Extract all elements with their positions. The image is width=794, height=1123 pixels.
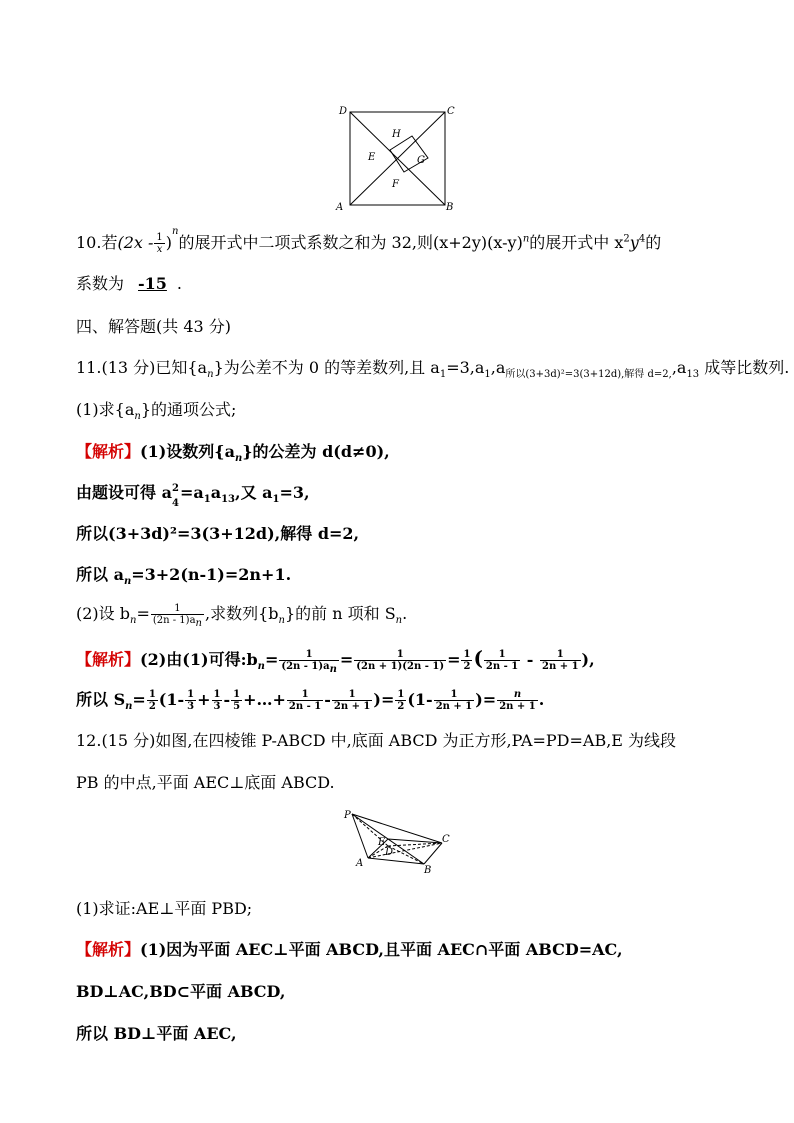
label-E2: E <box>378 837 386 848</box>
label-C2: C <box>442 834 450 845</box>
label-D: D <box>339 106 348 117</box>
label-P: P <box>344 810 351 821</box>
q10-line1: 10.若(2x - $\frac{1}{x}$ )$^n$的展开式中二项式系数之和为 32,则$(x+2y)(x-y)^n$的展开式中 $x^2y^4$的 <box>76 225 662 255</box>
label-G: G <box>417 155 425 166</box>
label-E: E <box>368 152 376 163</box>
q11-solution-line4: 所以 $a_n=3+2(n-1)=2n+1$. <box>76 565 292 588</box>
analysis-tag-2: 【解析】 <box>76 650 141 669</box>
q10-line2: 系数为 -15 . <box>76 274 183 293</box>
label-C: C <box>447 106 455 117</box>
label-A2: A <box>356 858 364 869</box>
q12-solution-line2: BD⊥AC,BD⊂平面 ABCD, <box>76 982 286 1001</box>
label-B: B <box>446 202 454 213</box>
answer-blank: -15 <box>138 274 167 293</box>
label-H: H <box>392 129 401 140</box>
analysis-tag-3: 【解析】 <box>76 940 141 959</box>
q11-stem: 11.(13 分)已知$\{a_n\}$为公差不为 0 的等差数列,且 $a_1=3,a_1,a_{所以(3+3d)^2=3(3+12d),解得 d=2,},a_{13}$ 成等比数列. <box>76 358 790 381</box>
q11-solution-line2: 由题设可得 a 2 4 $=a_1a_{13}$,又 $a_1=3$, <box>76 483 310 509</box>
q11-solution-line5: 【解析】(2)由(1)可得$:b_n=$ $\frac{1}{(2n - 1)a_n}$ = $\frac{1}{(2n + 1)(2n - 1)}$ = $\frac{1}{2}$ ( $\frac{1}{2n - 1}$ - $\frac{1}{2n + 1}$ ), <box>76 646 595 675</box>
q12-part1: (1)求证:AE⊥平面 PBD; <box>76 899 253 918</box>
q12-solution-line3: 所以 BD⊥平面 AEC, <box>76 1024 237 1043</box>
q12-stem-line2: PB 的中点,平面 AEC⊥底面 ABCD. <box>76 773 335 792</box>
section-heading: 四、解答题(共 43 分) <box>76 317 232 336</box>
q11-part2: (2)设 $b_n=$ $\frac{1}{(2n - 1)a_n}$ ,求数列$\{b_n\}$的前 n 项和 $S_n$. <box>76 603 408 629</box>
q11-solution-line1: 【解析】(1)设数列$\{a_n\}$的公差为 d(d≠0), <box>76 442 390 465</box>
analysis-tag: 【解析】 <box>76 442 141 461</box>
label-B2: B <box>424 865 432 876</box>
label-F: F <box>392 179 399 190</box>
q11-part1: (1)求$\{a_n\}$的通项公式; <box>76 400 237 423</box>
label-A: A <box>336 202 344 213</box>
q12-stem-line1: 12.(15 分)如图,在四棱锥 P-ABCD 中,底面 ABCD 为正方形,PA=PD=AB,E 为线段 <box>76 731 677 750</box>
q11-solution-line3: 所以(3+3d)²=3(3+12d),解得 d=2, <box>76 524 360 543</box>
q11-solution-line6: 所以 $S_n=$ $\frac{1}{2}$ (1- $\frac{1}{3}$ + $\frac{1}{3}$ - $\frac{1}{5}$ +…+ $\frac{1}{2n - 1}$ - $\frac{1}{2n + 1}$ )= $\frac{1}{2}$ (1- $\frac{1}{2n + 1}$ )= $\frac{n}{2n + 1}$ . <box>76 689 545 713</box>
pyramid-figure <box>340 808 460 876</box>
q12-solution-line1: 【解析】(1)因为平面 AEC⊥平面 ABCD,且平面 AEC∩平面 ABCD=AC, <box>76 940 623 959</box>
label-D2: D <box>385 847 394 858</box>
square-figure <box>330 100 460 215</box>
